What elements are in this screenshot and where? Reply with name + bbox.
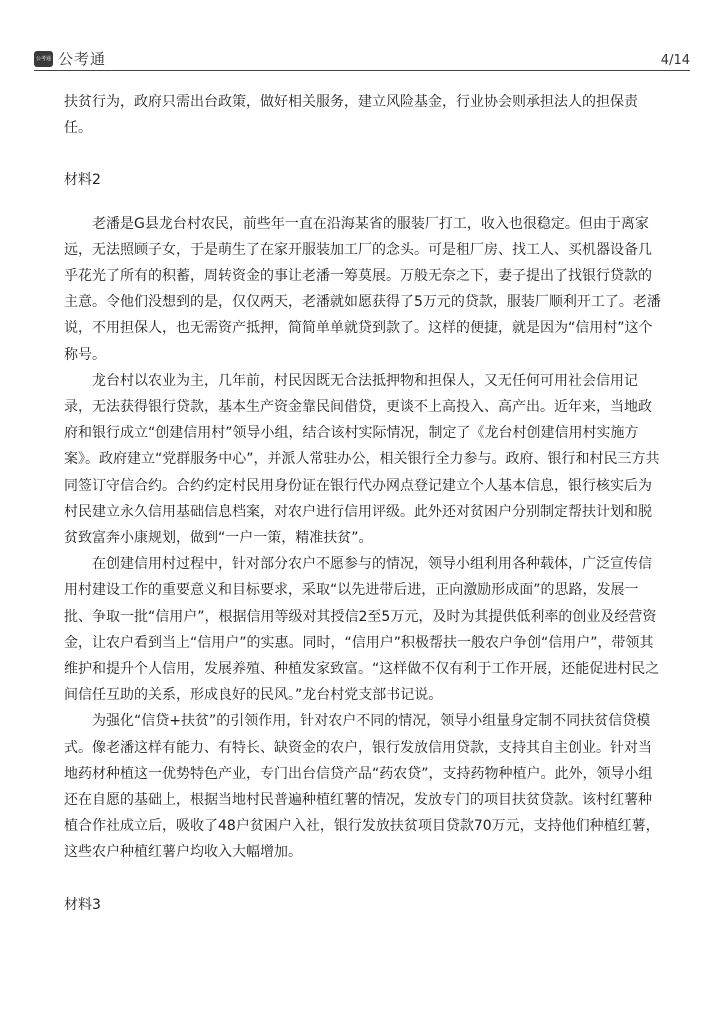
logo-mark-icon: 公考通 — [34, 51, 53, 67]
document-body — [64, 89, 664, 918]
paragraph: 为强化“信贷+扶贫”的引领作用，针对农户不同的情况，领导小组量身定制不同扶贫信贷模式。像老潘这样有能力、有特长、缺资金的农户，银行发放信用贷款，支持其自主创业。针对当地药材种植这一优势特色产业，专门出台信贷产品“药农贷”，支持药物种植户。此外，领导小组还在自愿的基础上，根据当地村民普遍种植红薯的情况，发放专门的项目扶贫贷款。该村红薯种植合作社成立后，吸收了48户贫困户入社，银行发放扶贫项目贷款70万元，支持他们种植红薯，这些农户种植红薯户均收入大幅增加。 — [64, 713, 660, 861]
header-divider — [34, 70, 690, 71]
section-title-material-3: 材料3 — [64, 896, 101, 913]
intro-paragraph: 扶贫行为，政府只需出台政策，做好相关服务，建立风险基金，行业协会则承担法人的担保责任。 — [64, 94, 638, 137]
paragraph: 龙台村以农业为主，几年前，村民因既无合法抵押物和担保人，又无任何可用社会信用记录，无法获得银行贷款，基本生产资金靠民间借贷，更谈不上高投入、高产出。近年来，当地政府和银行成立“创建信用村”领导小组，结合该村实际情况，制定了《龙台村创建信用村实施方案》。政府建立“党群服务中心”，并派人常驻办公，相关银行全力参与。政府、银行和村民三方共同签订守信合约。合约约定村民用身份证在银行代办网点登记建立个人基本信息，银行核实后为村民建立永久信用基础信息档案，对农户进行信用评级。此外还对贫困户分别制定帮扶计划和脱贫致富奔小康规划，做到“一户一策，精准扶贫”。 — [64, 372, 660, 547]
page-header — [34, 44, 690, 70]
page-indicator: 4/14 — [660, 53, 690, 68]
section-title-material-2: 材料2 — [64, 172, 101, 189]
logo-text: 公考通 — [58, 50, 107, 68]
brand-logo — [34, 50, 106, 68]
paragraph: 在创建信用村过程中，针对部分农户不愿参与的情况，领导小组利用各种载体，广泛宣传信用村建设工作的重要意义和目标要求，采取“以先进带后进，正向激励形成面”的思路，发展一批、争取一批“信用户”，根据信用等级对其授信2至5万元，及时为其提供低利率的创业及经营资金，让农户看到当上“信用户”的实惠。同时，“信用户”积极帮扶一般农户争创“信用户”，带领其维护和提升个人信用，发展养殖、种植发家致富。“这样做不仅有利于工作开展，还能促进村民之间信任互助的关系，形成良好的民风。”龙台村党支部书记说。 — [64, 556, 660, 704]
paragraph: 老潘是G县龙台村农民，前些年一直在沿海某省的服装厂打工，收入也很稳定。但由于离家远，无法照顾子女，于是萌生了在家开服装加工厂的念头。可是租厂房、找工人、买机器设备几乎花光了所有的积蓄，周转资金的事让老潘一筹莫展。万般无奈之下，妻子提出了找银行贷款的主意。令他们没想到的是，仅仅两天，老潘就如愿获得了5万元的贷款，服装厂顺利开工了。老潘说，不用担保人，也无需资产抵押，简简单单就贷到款了。这样的便捷，就是因为“信用村”这个称号。 — [64, 215, 661, 363]
